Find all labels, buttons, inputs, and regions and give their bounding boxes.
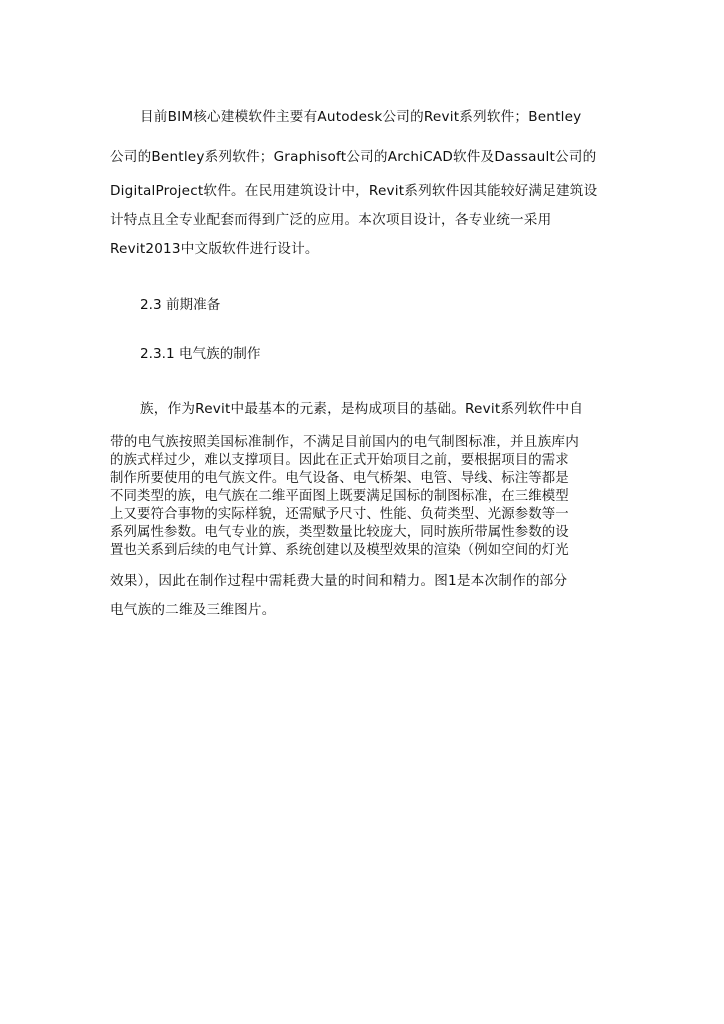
paragraph2-line-9: 效果），因此在制作过程中需耗费大量的时间和精力。图1是本次制作的部分 <box>110 573 568 589</box>
paragraph1-line-3: DigitalProject软件。在民用建筑设计中，Revit系列软件因其能较好满足建筑设 <box>110 183 598 199</box>
paragraph2-line-7: 系列属性参数。电气专业的族，类型数量比较庞大，同时族所带属性参数的设 <box>110 525 569 540</box>
paragraph2-line-6: 上又要符合事物的实际样貌，还需赋予尺寸、性能、负荷类型、光源参数等一 <box>110 507 569 522</box>
paragraph1-line-5: Revit2013中文版软件进行设计。 <box>110 241 319 257</box>
paragraph2-line-3: 的族式样过少，难以支撑项目。因此在正式开始项目之前，要根据项目的需求 <box>110 453 569 468</box>
subsection-heading: 2.3.1 电气族的制作 <box>140 346 261 362</box>
paragraph2-line-4: 制作所要使用的电气族文件。电气设备、电气桥架、电管、导线、标注等都是 <box>110 471 569 486</box>
section-heading: 2.3 前期准备 <box>140 297 221 313</box>
paragraph2-line-2: 带的电气族按照美国标准制作，不满足目前国内的电气制图标准，并且族库内 <box>110 434 579 450</box>
paragraph1-line-1: 目前BIM核心建模软件主要有Autodesk公司的Revit系列软件；Bentley <box>140 109 582 125</box>
paragraph2-line-5: 不同类型的族，电气族在二维平面图上既要满足国标的制图标准，在三维模型 <box>110 489 569 504</box>
paragraph2-line-8: 置也关系到后续的电气计算、系统创建以及模型效果的渲染（例如空间的灯光 <box>110 543 569 558</box>
paragraph2-line-10: 电气族的二维及三维图片。 <box>110 602 276 618</box>
paragraph1-line-4: 计特点且全专业配套而得到广泛的应用。本次项目设计，各专业统一采用 <box>110 212 552 228</box>
paragraph2-line-1: 族，作为Revit中最基本的元素，是构成项目的基础。Revit系列软件中自 <box>140 401 584 417</box>
paragraph1-line-2: 公司的Bentley系列软件；Graphisoft公司的ArchiCAD软件及Dassault公司的 <box>110 149 597 165</box>
